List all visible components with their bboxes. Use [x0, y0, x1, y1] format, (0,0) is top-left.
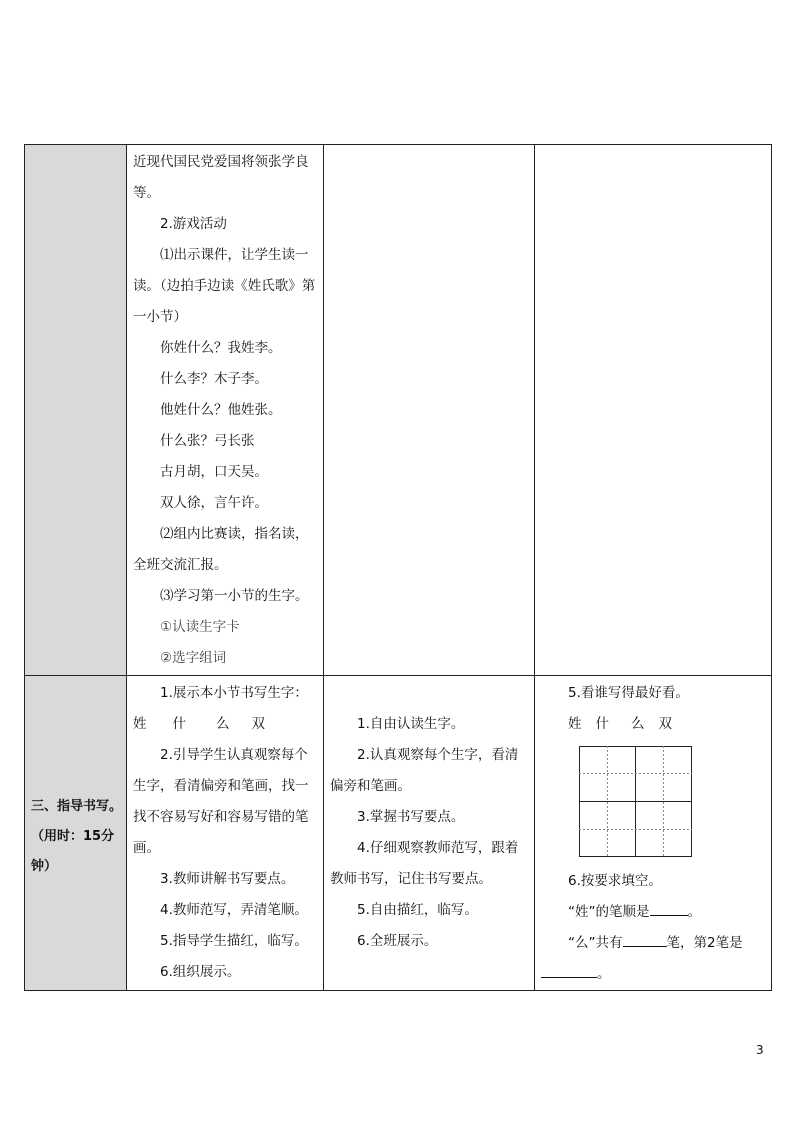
text-line: 2.认真观察每个生字，看清偏旁和笔画。	[330, 747, 519, 794]
question-text: “么”共有	[568, 935, 623, 951]
text-line: 你姓什么？我姓李。	[160, 340, 282, 356]
text-line: 2.引导学生认真观察每个生字，看清偏旁和笔画，找一找不容易写好和容易写错的笔画。	[133, 747, 309, 856]
text-line: 1.自由认读生字。	[357, 716, 465, 732]
char: 么	[216, 716, 230, 732]
char-list	[541, 709, 765, 740]
char: 双	[251, 716, 265, 732]
stage-cell	[25, 676, 127, 991]
question-text: 笔，第2笔是	[666, 935, 743, 951]
char: 姓	[568, 716, 582, 732]
fill-blank-1	[541, 897, 765, 928]
question-text: “姓”的笔顺是	[568, 904, 650, 920]
table-row-writing	[25, 676, 772, 991]
text-line: 6.按要求填空。	[568, 873, 662, 889]
text-line: 3.教师讲解书写要点。	[160, 871, 295, 887]
char: 什	[172, 716, 186, 732]
char: 么	[631, 716, 645, 732]
text-line: 什么李？木子李。	[160, 371, 268, 387]
fill-blank-2-cont	[541, 959, 765, 990]
text-line: 双人徐，言午许。	[160, 495, 268, 511]
text-line: ⑶学习第一小节的生字。	[160, 588, 309, 604]
answer-blank[interactable]	[623, 930, 667, 947]
text-line: 5.自由描红，临写。	[357, 902, 478, 918]
teacher-writing-cell	[127, 676, 324, 991]
text-line: 4.教师范写，弄清笔顺。	[160, 902, 308, 918]
text-line: 什么张？弓长张	[160, 433, 255, 449]
text-line: ①认读生字卡	[160, 619, 240, 635]
answer-blank[interactable]	[650, 899, 688, 916]
fill-blank-2	[541, 928, 765, 959]
stage-cell-empty	[25, 145, 127, 676]
text-line: 6.组织展示。	[160, 964, 241, 980]
text-line: 1.展示本小节书写生字：	[160, 685, 308, 701]
char: 什	[595, 716, 609, 732]
text-line: 3.掌握书写要点。	[357, 809, 465, 825]
question-text: 。	[597, 966, 611, 982]
teacher-activity-cell	[127, 145, 324, 676]
writing-grid	[579, 746, 691, 856]
exercise-writing-cell	[535, 676, 772, 991]
answer-blank[interactable]	[541, 961, 597, 978]
char-list	[133, 709, 317, 740]
text-line: 古月胡，口天吴。	[160, 464, 268, 480]
text-line: ⑴出示课件，让学生读一读。（边拍手边读《姓氏歌》第一小节）	[133, 247, 316, 325]
student-writing-cell	[324, 676, 535, 991]
text-line: 2.游戏活动	[160, 216, 227, 232]
text-line: 6.全班展示。	[357, 933, 438, 949]
text-line: 近现代国民党爱国将领张学良等。	[133, 154, 309, 201]
lesson-plan-table	[24, 144, 772, 991]
page-number: 3	[756, 1043, 764, 1057]
text-line: 5.看谁写得最好看。	[568, 685, 689, 701]
text-line: ⑵组内比赛读，指名读，全班交流汇报。	[133, 526, 309, 573]
table-row-game	[25, 145, 772, 676]
text-line: 4.仔细观察教师范写，跟着教师书写，记住书写要点。	[330, 840, 519, 887]
exercise-cell-empty	[535, 145, 772, 676]
student-activity-cell-empty	[324, 145, 535, 676]
char: 姓	[133, 716, 147, 732]
text-line: 5.指导学生描红，临写。	[160, 933, 308, 949]
char: 双	[658, 716, 672, 732]
text-line: 他姓什么？他姓张。	[160, 402, 282, 418]
question-text: 。	[687, 904, 701, 920]
stage-label: 三、指导书写。（用时：15分钟）	[31, 799, 123, 874]
text-line: ②选字组词	[160, 650, 227, 666]
